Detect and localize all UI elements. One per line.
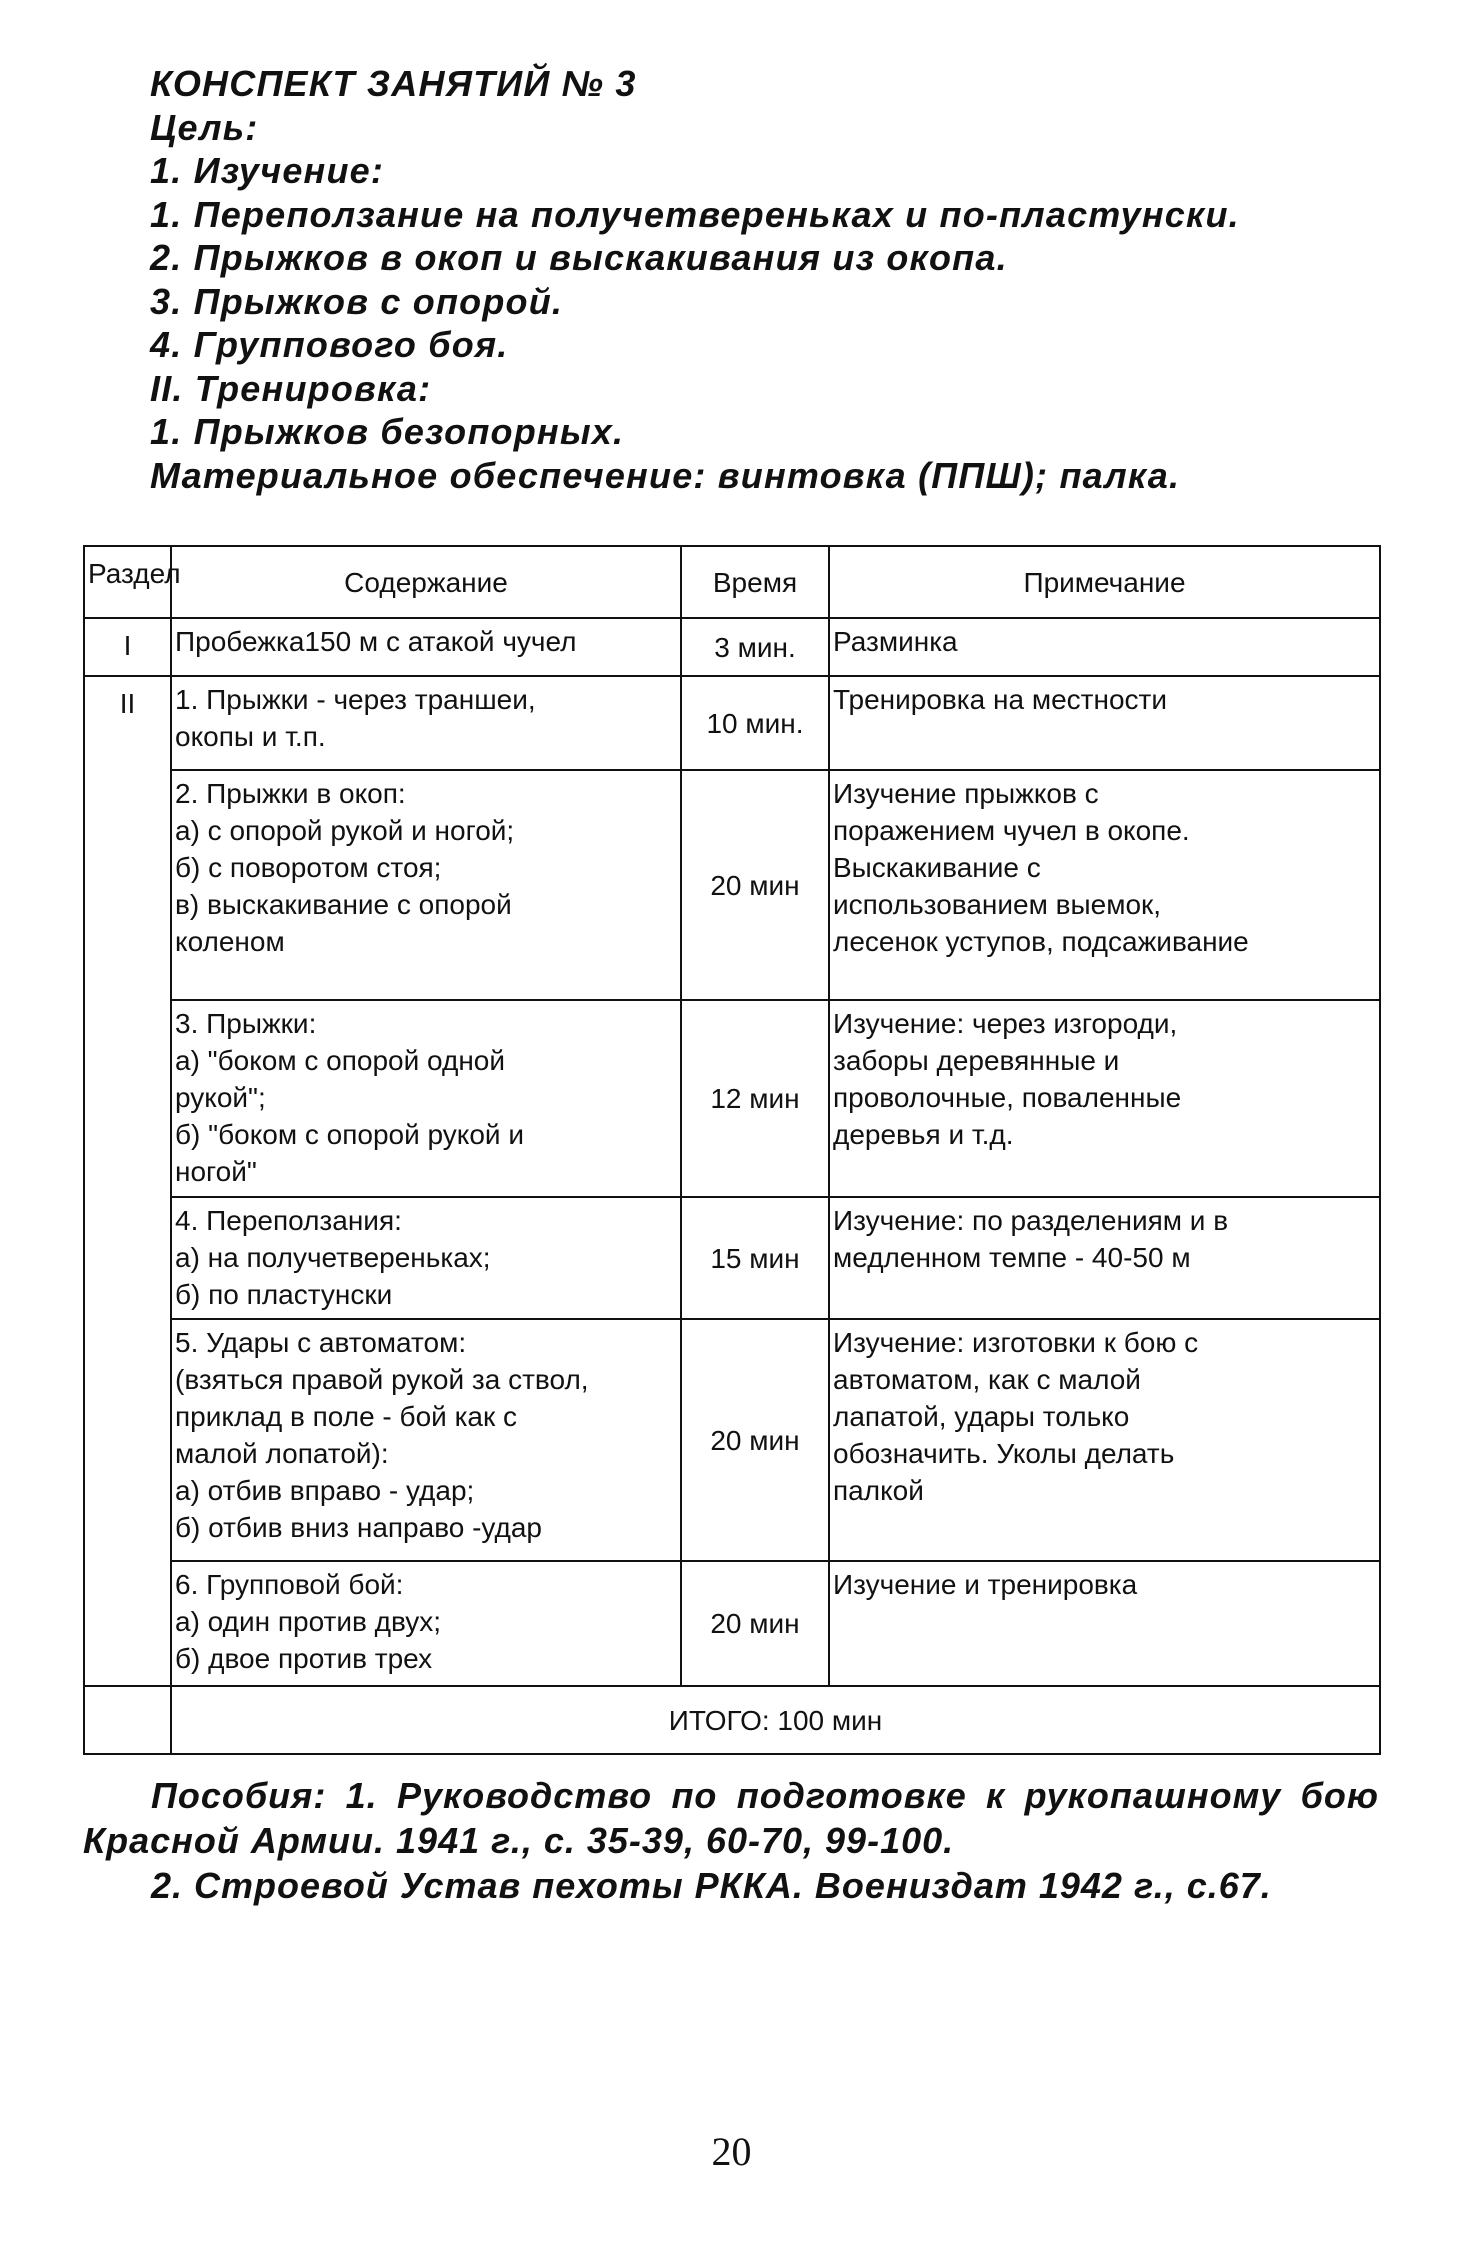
content-line: 4. Переползания: — [175, 1205, 402, 1236]
note-line: деревья и т.д. — [833, 1119, 1014, 1150]
content-line: (взяться правой рукой за ствол, — [175, 1364, 589, 1395]
header-section: Раздел — [84, 546, 171, 618]
content-line: в) выскакивание с опорой — [175, 889, 512, 920]
note-cell — [829, 770, 1380, 1000]
time-cell: 20 мин — [681, 1561, 829, 1686]
page-number: 20 — [711, 2129, 752, 2174]
section-cell: II — [84, 676, 171, 1686]
time-cell: 3 мин. — [681, 618, 829, 676]
note-line: лапатой, удары только — [833, 1401, 1130, 1432]
note-cell — [829, 1197, 1380, 1319]
note-line: обозначить. Уколы делать — [833, 1438, 1175, 1469]
content-line: 5. Удары с автоматом: — [175, 1327, 467, 1358]
time-cell: 20 мин — [681, 1319, 829, 1561]
table-row — [84, 1561, 1380, 1686]
note-line: Выскакивание с — [833, 852, 1041, 883]
content-line: рукой"; — [175, 1082, 266, 1113]
training-item: 1. Прыжков безопорных. — [150, 411, 625, 452]
note-cell — [829, 1319, 1380, 1561]
note-line: Изучение: по разделениям и в — [833, 1205, 1229, 1236]
content-line: а) "боком с опорой одной — [175, 1045, 506, 1076]
header-note: Примечание — [829, 546, 1380, 618]
content-line: ногой" — [175, 1156, 257, 1187]
goal-label: Цель: — [150, 106, 259, 148]
content-line: а) отбив вправо - удар; — [175, 1475, 475, 1506]
reference-line: 2. Строевой Устав пехоты РККА. Воениздат 1942 г., с.67. — [151, 1865, 1272, 1906]
time-cell: 10 мин. — [681, 676, 829, 770]
total-cell: ИТОГО: 100 мин — [171, 1686, 1380, 1754]
note-line: медленном темпе - 40-50 м — [833, 1242, 1191, 1273]
lesson-title: КОНСПЕКТ ЗАНЯТИЙ № 3 — [150, 63, 637, 104]
content-cell — [171, 676, 681, 770]
header-time: Время — [681, 546, 829, 618]
reference-line: Пособия: 1. Руководство по подготовке к рукопашному бою — [151, 1775, 1379, 1816]
content-cell: Пробежка150 м с атакой чучел — [171, 618, 681, 676]
content-line: окопы и т.п. — [175, 721, 326, 752]
content-line: а) с опорой рукой и ногой; — [175, 815, 515, 846]
content-line: 3. Прыжки: — [175, 1008, 317, 1039]
training-heading: II. Тренировка: — [150, 367, 432, 409]
time-cell: 15 мин — [681, 1197, 829, 1319]
study-item: 2. Прыжков в окоп и выскакивания из окопа. — [150, 237, 1008, 278]
note-line: заборы деревянные и — [833, 1045, 1120, 1076]
content-cell — [171, 1319, 681, 1561]
note-cell — [829, 676, 1380, 770]
content-cell — [171, 1561, 681, 1686]
study-item: 4. Группового боя. — [150, 324, 509, 365]
note-line: автоматом, как с малой — [833, 1364, 1141, 1395]
content-line: малой лопатой): — [175, 1438, 389, 1469]
note-line: Изучение прыжков с — [833, 778, 1099, 809]
lesson-plan-table — [83, 545, 1381, 1755]
content-line: а) один против двух; — [175, 1606, 442, 1637]
content-line: б) "боком с опорой рукой и — [175, 1119, 524, 1150]
note-cell — [829, 1561, 1380, 1686]
content-line: приклад в поле - бой как с — [175, 1401, 518, 1432]
note-line: Изучение и тренировка — [833, 1569, 1138, 1600]
table-header-row — [84, 546, 1380, 618]
note-line: Изучение: через изгороди, — [833, 1008, 1178, 1039]
table-total-row — [84, 1686, 1380, 1754]
content-line: б) отбив вниз направо -удар — [175, 1512, 542, 1543]
note-line: использованием выемок, — [833, 889, 1162, 920]
content-line: б) двое против трех — [175, 1643, 433, 1674]
time-cell: 20 мин — [681, 770, 829, 1000]
study-heading: 1. Изучение: — [150, 150, 385, 191]
content-line: 2. Прыжки в окоп: — [175, 778, 406, 809]
section-cell: I — [84, 618, 171, 676]
content-line: а) на получетвереньках; — [175, 1242, 491, 1273]
content-line: б) по пластунски — [175, 1279, 393, 1310]
table-row — [84, 1319, 1380, 1561]
content-cell — [171, 770, 681, 1000]
note-line: лесенок уступов, подсаживание — [833, 926, 1249, 957]
total-blank-cell — [84, 1686, 171, 1754]
content-cell — [171, 1197, 681, 1319]
content-cell — [171, 1000, 681, 1197]
materials-line: Материальное обеспечение: винтовка (ППШ); палка. — [150, 454, 1181, 496]
note-line: проволочные, поваленные — [833, 1082, 1182, 1113]
table-row — [84, 1000, 1380, 1197]
table-row — [84, 618, 1380, 676]
content-line: 6. Групповой бой: — [175, 1569, 404, 1600]
note-line: Тренировка на местности — [833, 684, 1167, 715]
references — [83, 1773, 1379, 1908]
content-line: б) с поворотом стоя; — [175, 852, 442, 883]
lesson-header — [150, 62, 1390, 497]
table-row — [84, 676, 1380, 770]
header-content: Содержание — [171, 546, 681, 618]
content-line: 1. Прыжки - через траншеи, — [175, 684, 536, 715]
study-item: 1. Переползание на получетвереньках и по-пластунски. — [150, 193, 1240, 235]
time-cell: 12 мин — [681, 1000, 829, 1197]
note-cell: Разминка — [829, 618, 1380, 676]
study-item: 3. Прыжков с опорой. — [150, 280, 564, 322]
content-line: коленом — [175, 926, 285, 957]
note-cell — [829, 1000, 1380, 1197]
table-row — [84, 1197, 1380, 1319]
reference-line: Красной Армии. 1941 г., с. 35-39, 60-70, 99-100. — [83, 1820, 955, 1861]
note-line: поражением чучел в окопе. — [833, 815, 1190, 846]
note-line: палкой — [833, 1475, 924, 1506]
table-row — [84, 770, 1380, 1000]
note-line: Изучение: изготовки к бою с — [833, 1327, 1199, 1358]
